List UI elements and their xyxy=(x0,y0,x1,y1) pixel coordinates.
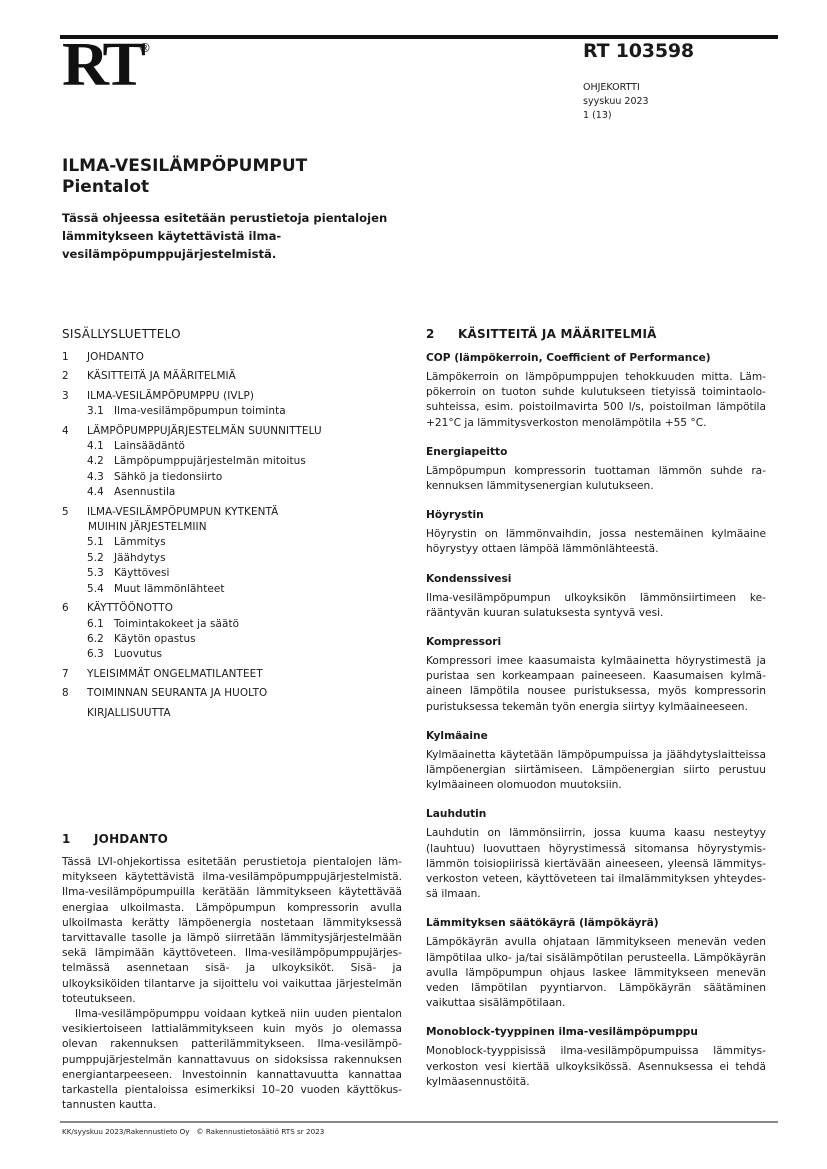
definition-item xyxy=(426,351,766,431)
section-johdanto xyxy=(62,832,402,1113)
toc-item-label: ILMA-VESILÄMPÖPUMPPU (IVLP) xyxy=(87,389,255,402)
toc-item-number: 5 xyxy=(62,505,69,518)
toc-item[interactable] xyxy=(62,706,402,721)
toc-item-number: 4.3 xyxy=(87,470,104,483)
definition-text: Kompressori imee kaasumaista kylmäainetta höyrystimestä ja puristaa sen korkeampaan paineeseen. Kaasumaisen kylmäaineen lämpötila nousee puristuksessa, myös kompressorin puristuksessa tekemän työn energia siirtyy kylmäaineeseen. xyxy=(426,655,766,713)
document-date: syyskuu 2023 xyxy=(583,96,649,107)
page-title xyxy=(62,156,307,198)
toc-item-number: 1 xyxy=(62,351,69,363)
definition-item xyxy=(426,916,766,1011)
section-heading xyxy=(62,832,402,846)
toc-item-number: 3.1 xyxy=(87,405,104,418)
toc-item-number: 4.4 xyxy=(87,486,104,499)
definition-text: Monoblock-tyyppisissä ilma-vesilämpöpumpuissa lämmitysverkoston vesi kiertää ulkoyksikössä. Asennuksessa ei tehdä kylmäasennustöitä. xyxy=(426,1045,766,1088)
toc-item[interactable] xyxy=(62,686,402,701)
toc-item-number: 5.3 xyxy=(87,567,104,580)
definition-term: Kondenssivesi xyxy=(426,572,512,585)
table-of-contents xyxy=(62,327,402,721)
lead-paragraph: Tässä ohjeessa esitetään perustietoja pientalojen lämmitykseen käytettävistä ilma-vesilämpöpumppujärjestelmistä. xyxy=(62,211,388,261)
toc-item-label: Toimintakokeet ja säätö xyxy=(114,617,240,630)
toc-item-number: 6.3 xyxy=(87,648,104,661)
toc-item-label: Asennustila xyxy=(114,486,176,499)
toc-item-label: Ilma-vesilämpöpumpun toiminta xyxy=(114,405,286,418)
toc-item-label: Muut lämmönlähteet xyxy=(114,582,225,595)
definition-text: Lauhdutin on lämmönsiirrin, jossa kuuma kaasu nesteytyy (lauhtuu) luovuttaen höyrystimessä sitomansa höyrystymislämmön toisiopiirissä kiertävään aineeseen, yleensä lämmitysverkoston veteen, käyttöveteen tai ilmalämmityksen yhteydessä ilmaan. xyxy=(426,827,766,901)
toc-item-number: 4 xyxy=(62,424,69,437)
toc-item-label: ILMA-VESILÄMPÖPUMPUN KYTKENTÄ xyxy=(87,505,279,518)
definition-item xyxy=(426,445,766,494)
section-heading xyxy=(426,327,766,341)
definition-term: Kylmäaine xyxy=(426,729,488,742)
toc-item[interactable] xyxy=(62,582,402,597)
definition-term: Höyrystin xyxy=(426,509,484,522)
toc-item[interactable] xyxy=(62,485,402,500)
paragraph: Tässä LVI-ohjekortissa esitetään perustietoja pientalojen lämmitykseen käytettävistä ilma-vesilämpöpumppujärjestelmistä. Ilma-vesilämpöpumpuilla kerätään lämmitykseen käytettävää energiaa ulkoilmasta. Lämpöpumpun kompressorin avulla ulkoilmasta kerätty lämpöenergia nostetaan lämmityksessä tarvittavalle tasolle ja lämpö siirretään lämmitysjärjestelmään sekä lämpimään käyttöveteen. Ilma-vesilämpöpumppujärjestelmässä asennetaan sisä- ja ulkoyksiköt. Sisä- ja ulkoyksiköiden tilantarve ja sijoittelu voi vaikuttaa järjestelmän toteutukseen. xyxy=(62,856,402,1005)
toc-item[interactable] xyxy=(62,601,402,616)
document-meta xyxy=(583,81,649,123)
toc-item[interactable] xyxy=(62,404,402,419)
definition-term: Lämmityksen säätökäyrä (lämpökäyrä) xyxy=(426,917,659,930)
toc-item-label: KIRJALLISUUTTA xyxy=(87,706,171,719)
toc-item-number: 8 xyxy=(62,687,69,700)
toc-item-label: LÄMPÖPUMPPUJÄRJESTELMÄN SUUNNITTELU xyxy=(87,424,322,437)
definition-item xyxy=(426,508,766,557)
toc-item[interactable] xyxy=(62,424,402,439)
toc-item[interactable] xyxy=(62,369,402,384)
toc-item-label: Käytön opastus xyxy=(114,632,196,645)
definition-term: Monoblock-tyyppinen ilma-vesilämpöpumppu xyxy=(426,1026,698,1039)
toc-item-number: 5.4 xyxy=(87,582,104,595)
toc-item-number: 3 xyxy=(62,389,69,402)
toc-item[interactable] xyxy=(62,389,402,404)
toc-item[interactable] xyxy=(62,667,402,682)
definition-term: Lauhdutin xyxy=(426,808,487,821)
title-main: ILMA-VESILÄMPÖPUMPUT xyxy=(62,156,308,176)
toc-item[interactable] xyxy=(62,350,402,365)
toc-item-label: TOIMINNAN SEURANTA JA HUOLTO xyxy=(87,687,268,700)
definition-item xyxy=(426,729,766,794)
toc-item[interactable] xyxy=(62,551,402,566)
definition-item xyxy=(426,1025,766,1090)
document-code: RT 103598 xyxy=(583,40,694,62)
definition-text: Lämpökerroin on lämpöpumppujen tehokkuuden mitta. Lämpökerroin on tuoton suhde kulutukseen tietyissä toimintaolosuhteissa, esim. poistoilmavirta 500 l/s, poistoilman lämpötila +21°C ja lämmitysverkoston menolämpötila +55 °C. xyxy=(426,371,766,429)
toc-item[interactable] xyxy=(62,505,402,520)
toc-item-label: JOHDANTO xyxy=(87,351,145,363)
definition-term: Kompressori xyxy=(426,636,502,649)
definition-item xyxy=(426,572,766,621)
section-title: KÄSITTEITÄ JA MÄÄRITELMIÄ xyxy=(458,327,657,341)
page-number: 1 (13) xyxy=(583,110,612,121)
toc-item[interactable] xyxy=(62,566,402,581)
toc-item-label: YLEISIMMÄT ONGELMATILANTEET xyxy=(87,667,263,680)
definition-text: Lämpökäyrän avulla ohjataan lämmitykseen menevän veden lämpötilaa ulko- ja/tai sisälämpötilan perusteella. Lämpökäyrän avulla lämpöpumpun ohjaus laskee lämmitykseen menevän veden lämpötilan pyyntiarvon. Lämpökäyrän säätäminen vaikuttaa sisälämpötilaan. xyxy=(426,936,766,1010)
document-type: OHJEKORTTI xyxy=(583,82,640,93)
toc-item-number: 4.2 xyxy=(87,455,104,468)
toc-item[interactable] xyxy=(62,470,402,485)
paragraph: Ilma-vesilämpöpumppu voidaan kytkeä niin uuden pientalon vesikiertoiseen lattialämmitykseen kuin myös jo olemassa olevan rakennuksen patterilämmitykseen. Ilma-vesilämpöpumppujärjestelmän kannattavuus on sidoksissa rakennuksen energiantarpeeseen. Investoinnin kannattavuutta kannattaa tarkastella pientaloissa esimerkiksi 10–20 vuoden käyttökustannusten kautta. xyxy=(62,1008,402,1112)
definition-term: Energiapeitto xyxy=(426,445,508,458)
toc-item[interactable] xyxy=(62,647,402,662)
toc-item-label: KÄYTTÖÖNOTTO xyxy=(87,602,173,615)
registered-mark: ® xyxy=(140,40,150,55)
definition-term: COP (lämpökerroin, Coefficient of Performance) xyxy=(426,352,711,364)
toc-item-label: MUIHIN JÄRJESTELMIIN xyxy=(88,521,207,534)
definition-text: Ilma-vesilämpöpumpun ulkoyksikön lämmönsiirtimeen kerääntyvän kuuran sulatuksesta syntyvä vesi. xyxy=(426,591,766,619)
toc-item[interactable] xyxy=(62,454,402,469)
toc-item[interactable] xyxy=(62,617,402,632)
toc-item-number: 5.2 xyxy=(87,551,104,564)
toc-item-label: Luovutus xyxy=(114,648,163,661)
section-body xyxy=(62,855,402,1113)
toc-item-number: 6.2 xyxy=(87,632,104,645)
toc-item-number: 6 xyxy=(62,602,69,615)
top-rule xyxy=(60,35,778,39)
definition-item xyxy=(426,807,766,902)
toc-item-number: 7 xyxy=(62,667,69,680)
footer-text: KK/syyskuu 2023/Rakennustieto Oy © Rakennustietosäätiö RTS sr 2023 xyxy=(62,1127,325,1136)
title-sub: Pientalot xyxy=(62,177,150,197)
definition-text: Höyrystin on lämmönvaihdin, jossa nestemäinen kylmäaine höyrystyy ottaen lämpöä lämmönlähteestä. xyxy=(426,528,766,556)
toc-item-label: Lainsäädäntö xyxy=(114,440,185,453)
toc-item-number: 4.1 xyxy=(87,440,104,453)
toc-item-label: Lämpöpumppujärjestelmän mitoitus xyxy=(114,455,306,468)
toc-item-label: Lämmitys xyxy=(114,536,166,549)
definition-text: Kylmäainetta käytetään lämpöpumpuissa ja jäähdytyslaitteissa lämpöenergian siirtämiseen. Lämpöenergian siirto perustuu kylmäaineen olomuodon muutoksiin. xyxy=(426,748,766,792)
toc-item-label: KÄSITTEITÄ JA MÄÄRITELMIÄ xyxy=(87,370,236,383)
definition-list xyxy=(426,351,766,1090)
toc-item[interactable] xyxy=(62,439,402,454)
toc-item-number xyxy=(62,706,87,721)
section-kasitteita xyxy=(426,327,766,1090)
footer-rule xyxy=(60,1121,778,1123)
toc-item-number: 2 xyxy=(62,370,69,383)
toc-item-label: Jäähdytys xyxy=(114,551,166,564)
toc-item[interactable] xyxy=(62,520,402,535)
toc-item-number: 5.1 xyxy=(87,536,104,549)
rt-logo: RT xyxy=(62,31,142,99)
toc-item-label: Sähkö ja tiedonsiirto xyxy=(114,470,223,483)
toc-list xyxy=(62,350,402,721)
toc-item-number: 6.1 xyxy=(87,617,104,630)
definition-item xyxy=(426,635,766,715)
section-number: 2 xyxy=(426,327,435,341)
section-number: 1 xyxy=(62,832,71,846)
toc-item[interactable] xyxy=(62,632,402,647)
definition-text: Lämpöpumpun kompressorin tuottaman lämmön suhde rakennuksen lämmitysenergian kulutukseen. xyxy=(426,464,766,493)
section-title: JOHDANTO xyxy=(94,832,168,846)
toc-item[interactable] xyxy=(62,535,402,550)
toc-title: SISÄLLYSLUETTELO xyxy=(62,327,181,341)
toc-item-label: Käyttövesi xyxy=(114,567,170,580)
